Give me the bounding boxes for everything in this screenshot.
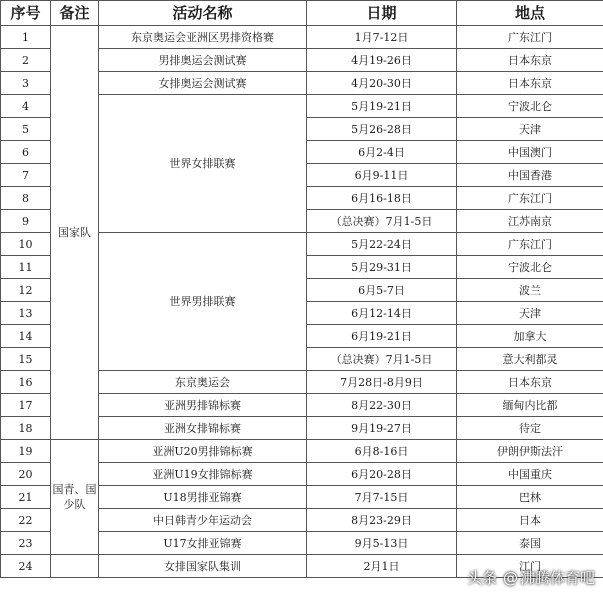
note-youth-team: 国青、国少队 (51, 440, 99, 555)
event-date: 6月8-16日 (307, 440, 457, 463)
event-location: 缅甸内比都 (457, 394, 603, 417)
header-index: 序号 (1, 1, 51, 26)
row-index: 24 (1, 555, 51, 578)
row-index: 5 (1, 118, 51, 141)
event-date: 6月5-7日 (307, 279, 457, 302)
row-index: 8 (1, 187, 51, 210)
row-index: 15 (1, 348, 51, 371)
event-name: 亚洲女排锦标赛 (99, 417, 307, 440)
row-index: 20 (1, 463, 51, 486)
row-index: 14 (1, 325, 51, 348)
row-index: 18 (1, 417, 51, 440)
watermark (467, 567, 595, 588)
event-date: 5月19-21日 (307, 95, 457, 118)
event-name: 亚洲男排锦标赛 (99, 394, 307, 417)
event-name: 女排奥运会测试赛 (99, 72, 307, 95)
event-date: 4月20-30日 (307, 72, 457, 95)
event-date: 2月1日 (307, 555, 457, 578)
event-location: 天津 (457, 302, 603, 325)
event-date: （总决赛）7月1-5日 (307, 210, 457, 233)
event-location: 日本 (457, 509, 603, 532)
header-note: 备注 (51, 1, 99, 26)
row-index: 21 (1, 486, 51, 509)
event-date: 4月19-26日 (307, 49, 457, 72)
row-index: 22 (1, 509, 51, 532)
event-date: 6月19-21日 (307, 325, 457, 348)
event-location: 宁波北仑 (457, 95, 603, 118)
event-date: 9月5-13日 (307, 532, 457, 555)
event-date: 1月7-12日 (307, 26, 457, 49)
event-name: 中日韩青少年运动会 (99, 509, 307, 532)
event-date: 7月28日-8月9日 (307, 371, 457, 394)
event-name: 世界男排联赛 (99, 233, 307, 371)
event-name: 东京奥运会 (99, 371, 307, 394)
note-national-team: 国家队 (51, 26, 99, 440)
watermark-prefix: 头条 (466, 569, 497, 587)
watermark-handle: 沸腾体育吧 (519, 569, 595, 587)
event-date: 6月9-11日 (307, 164, 457, 187)
event-location: 中国澳门 (457, 141, 603, 164)
watermark-at: @ (502, 569, 518, 587)
row-index: 16 (1, 371, 51, 394)
row-index: 11 (1, 256, 51, 279)
event-name: U17女排亚锦赛 (99, 532, 307, 555)
header-date: 日期 (307, 1, 457, 26)
row-index: 2 (1, 49, 51, 72)
event-location: 日本东京 (457, 72, 603, 95)
event-date: 6月12-14日 (307, 302, 457, 325)
row-index: 3 (1, 72, 51, 95)
event-name: 男排奥运会测试赛 (99, 49, 307, 72)
event-location: 江门 (457, 555, 603, 578)
row-index: 4 (1, 95, 51, 118)
header-location: 地点 (457, 1, 603, 26)
event-location: 江苏南京 (457, 210, 603, 233)
event-location: 波兰 (457, 279, 603, 302)
event-name: U18男排亚锦赛 (99, 486, 307, 509)
event-location: 日本东京 (457, 371, 603, 394)
event-date: 6月2-4日 (307, 141, 457, 164)
row-index: 23 (1, 532, 51, 555)
row-index: 13 (1, 302, 51, 325)
event-location: 巴林 (457, 486, 603, 509)
row-index: 7 (1, 164, 51, 187)
event-location: 宁波北仑 (457, 256, 603, 279)
event-location: 中国重庆 (457, 463, 603, 486)
event-date: 8月22-30日 (307, 394, 457, 417)
event-location: 待定 (457, 417, 603, 440)
event-date: 6月20-28日 (307, 463, 457, 486)
row-index: 9 (1, 210, 51, 233)
row-index: 1 (1, 26, 51, 49)
table-row (1, 440, 603, 463)
table-row (1, 26, 603, 49)
event-date: （总决赛）7月1-5日 (307, 348, 457, 371)
event-name: 东京奥运会亚洲区男排资格赛 (99, 26, 307, 49)
event-name: 女排国家队集训 (99, 555, 307, 578)
event-location: 广东江门 (457, 233, 603, 256)
event-location: 广东江门 (457, 187, 603, 210)
event-location: 广东江门 (457, 26, 603, 49)
event-date: 6月16-18日 (307, 187, 457, 210)
row-index: 17 (1, 394, 51, 417)
event-name: 亚洲U19女排锦标赛 (99, 463, 307, 486)
event-location: 伊朗伊斯法汗 (457, 440, 603, 463)
event-location: 意大利都灵 (457, 348, 603, 371)
header-event: 活动名称 (99, 1, 307, 26)
event-date: 5月29-31日 (307, 256, 457, 279)
header-row (1, 1, 603, 26)
row-index: 19 (1, 440, 51, 463)
event-name: 亚洲U20男排锦标赛 (99, 440, 307, 463)
row-index: 6 (1, 141, 51, 164)
event-date: 8月23-29日 (307, 509, 457, 532)
event-date: 9月19-27日 (307, 417, 457, 440)
event-location: 天津 (457, 118, 603, 141)
event-date: 5月22-24日 (307, 233, 457, 256)
row-index: 10 (1, 233, 51, 256)
event-location: 中国香港 (457, 164, 603, 187)
event-date: 7月7-15日 (307, 486, 457, 509)
row-index: 12 (1, 279, 51, 302)
event-location: 加拿大 (457, 325, 603, 348)
note-empty (51, 555, 99, 578)
event-location: 日本东京 (457, 49, 603, 72)
event-location: 泰国 (457, 532, 603, 555)
event-name: 世界女排联赛 (99, 95, 307, 233)
event-date: 5月26-28日 (307, 118, 457, 141)
